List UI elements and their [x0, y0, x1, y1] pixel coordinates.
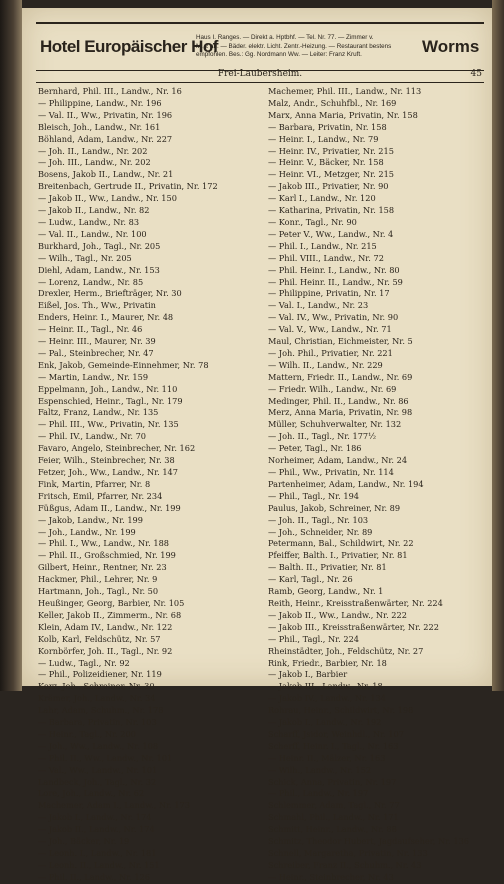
directory-entry: Schmitz, Theodor Hubert, Jagdaufseher, Nr. 136 [268, 836, 469, 847]
directory-entry: — Wilh. II., Landw., Nr. 229 [268, 359, 383, 370]
directory-entry: — Wilh., Landw., Nr. 152 [268, 764, 372, 775]
directory-entry: Petermann, Bal., Schildwirt, Nr. 22 [268, 538, 414, 549]
directory-entry: Bleisch, Joh., Landw., Nr. 161 [38, 121, 161, 132]
directory-entry: — Jakob I., Landw., Nr. 174 [38, 812, 152, 823]
directory-entry: — Phil. II., Großschmied, Nr. 199 [38, 550, 176, 561]
directory-entry: Kolb, Karl, Feldschütz, Nr. 57 [38, 633, 161, 644]
ad-line: empfohlen. Bes.: Gg. Nordmann Ww. — Leiter: Franz Kruft. [196, 51, 362, 59]
directory-entry: — Heinr. II., Mälzer, Nr. 163 [268, 752, 386, 763]
directory-entry: — Friedr. Wilh., Landw., Nr. 69 [268, 383, 397, 394]
directory-entry: Scherff, Heinr. I., Tagl., Nr. 163 [268, 740, 399, 751]
directory-entry: — Phil., Tagl., Nr. 194 [268, 490, 359, 501]
directory-entry: Rink, Friedr., Barbier, Nr. 18 [268, 657, 387, 668]
hotel-advertisement [36, 22, 484, 71]
directory-entry: — Pal., Steinbrecher, Nr. 47 [38, 347, 154, 358]
directory-entry: Paulus, Jakob, Schreiner, Nr. 89 [268, 502, 401, 513]
directory-entry: — Joh., Bäcker, Nr. 19 [38, 836, 130, 847]
directory-entry: — Ludw., Tagl., Nr. 92 [38, 657, 130, 668]
directory-entry: — Heinr. I., Landw., Nr. 79 [268, 133, 379, 144]
directory-entry: Ramb, Georg, Landw., Nr. 1 [268, 586, 384, 597]
directory-entry: Espenschied, Heinr., Tagl., Nr. 179 [38, 395, 183, 406]
directory-entry: Füßgus, Adam II., Landw., Nr. 199 [38, 502, 181, 513]
directory-entry: Eißel, Jos. Th., Ww., Privatin [38, 300, 156, 311]
directory-entry: — Philippine, Landw., Nr. 196 [38, 97, 162, 108]
directory-entry: — Joh. III., Landw., Nr. 202 [38, 157, 151, 168]
directory-entry: Krämer, Joh., Landw., Nr. 34 [38, 693, 156, 704]
directory-entry: Fetzer, Joh., Ww., Landw., Nr. 147 [38, 467, 178, 477]
directory-entry: Pfeiffer, Balth. I., Privatier, Nr. 81 [268, 550, 408, 561]
directory-entry: Schmitt, Heinr., Landw., Nr. 88 [268, 824, 397, 835]
directory-entry: Diehl, Adam, Landw., Nr. 153 [38, 264, 160, 275]
directory-entry: Bernhard, Phil. III., Landw., Nr. 16 [38, 86, 182, 96]
directory-entry: — Phil., Ww., Privatin, Nr. 114 [268, 467, 394, 477]
directory-entry: — Wilh., Tagl., Nr. 205 [38, 252, 132, 263]
directory-entry: — Phil. IV., Landw., Nr. 70 [38, 431, 147, 442]
directory-entry: Maul, Christian, Eichmeister, Nr. 5 [268, 336, 413, 347]
directory-entry: — Philippine, Privatin, Nr. 17 [268, 288, 390, 299]
directory-entry: Müller, Schuhverwalter, Nr. 132 [268, 419, 402, 430]
page-edge [492, 0, 504, 691]
book-spine [0, 0, 22, 691]
directory-entry: — Val. I., Landw., Nr. 23 [268, 300, 369, 311]
directory-entry: Hartmann, Joh., Tagl., Nr. 50 [38, 586, 159, 597]
directory-entry: Lahr, Adam, Schuhm., Nr. 178 [38, 705, 164, 716]
ad-line: Haus I. Ranges. — Direkt a. Hptbhf. — Tel. Nr. 77. — Zimmer v. [196, 34, 374, 42]
directory-entry: — Phil., Polizeidiener, Nr. 119 [38, 669, 162, 680]
ad-details [196, 34, 416, 59]
directory-entry: — Joh. II., Tagl., Nr. 103 [268, 514, 369, 525]
directory-entry: — Karl, Tagl., Nr. 26 [268, 574, 353, 585]
directory-entry: Medinger, Phil. II., Landw., Nr. 86 [268, 395, 409, 406]
directory-entry: — Katharina, Privatin, Nr. 158 [268, 205, 395, 216]
directory-entry: — Jakob IV., Landw., Nr. 134 [268, 693, 386, 704]
directory-entry: Fritsch, Emil, Pfarrer, Nr. 234 [38, 490, 163, 501]
directory-entry: Merz, Anna Maria, Privatin, Nr. 98 [268, 407, 413, 418]
directory-entry: — Barbara, Privatin, Nr. 158 [268, 121, 387, 132]
directory-page [22, 8, 492, 882]
directory-entry: Landbeck, Joh., Tagl., Nr. 32 [38, 776, 157, 787]
directory-entry: — Phil. VIII., Landw., Nr. 72 [268, 252, 384, 263]
directory-entry: — Leonh. II., Landw., Nr. 151 [38, 859, 160, 870]
directory-entry: Drexler, Herm., Briefträger, Nr. 30 [38, 288, 182, 299]
directory-entry: Fink, Martin, Pfarrer, Nr. 8 [38, 478, 151, 489]
directory-entry: Bosens, Jakob II., Landw., Nr. 21 [38, 169, 174, 180]
directory-entry: Partenheimer, Adam, Landw., Nr. 194 [268, 478, 424, 489]
directory-entry: — Peter V., Ww., Landw., Nr. 4 [268, 228, 394, 239]
directory-entry: Rohrau, Heinr., Schildwirt, Nr. 198 [268, 705, 414, 716]
directory-entry: Favaro, Angelo, Steinbrecher, Nr. 162 [38, 443, 196, 454]
directory-entry: Burkhard, Joh., Tagl., Nr. 205 [38, 240, 161, 251]
directory-entry: Machemer, Adam I., Landw., Nr. 173 [38, 800, 190, 811]
directory-entry: Machemer, Phil. III., Landw., Nr. 113 [268, 86, 422, 96]
directory-entry: — Phil., Landw., Nr. 197 [268, 788, 369, 799]
directory-entry: — Lorenz, Landw., Nr. 85 [38, 276, 144, 287]
directory-entry: Böhland, Adam, Landw., Nr. 227 [38, 133, 173, 144]
directory-entry: — Karl I., Landw., Nr. 120 [268, 193, 376, 204]
directory-entry: — Heinr. V., Bäcker, Nr. 158 [268, 157, 384, 168]
section-title: Frei-Laubersheim. [217, 69, 303, 79]
directory-entry: Korz, Joh., Schreiner, Nr. 30 [38, 681, 155, 692]
ad-line: M. 2 an. — Bäder. elektr. Licht. Zentr.-Heizung. — Restaurant bestens [196, 42, 392, 50]
directory-entry: — Phil. I., Landw., Nr. 215 [268, 240, 377, 251]
directory-entry: — Phil. Heinr. I., Landw., Nr. 80 [268, 264, 400, 275]
directory-entry: — Heinr., Steinbrecher, Nr. 43 [268, 871, 394, 882]
directory-entry: Scharff, Jsidor, Weinhdl., Nr. 107 [268, 728, 404, 739]
directory-entry: Norheimer, Adam, Landw., Nr. 24 [268, 455, 408, 466]
directory-entry: — Joh. Phil., Privatier, Nr. 221 [268, 347, 393, 358]
directory-entry: Lore, Joh., Landw., Nr. 62 [38, 788, 145, 799]
directory-entry: — Val., Ww., Landw., Nr. 101 [38, 764, 158, 775]
directory-entry: — Jakob, Landw., Nr. 199 [38, 514, 143, 525]
directory-entry: — Joh. II., Tagl., Nr. 177½ [268, 431, 377, 442]
directory-entry: Mattern, Friedr. II., Landw., Nr. 69 [268, 371, 413, 382]
directory-entry: — Jakob III., Kreisstraßenwärter, Nr. 222 [268, 621, 439, 632]
directory-entry: Marx, Anna Maria, Privatin, Nr. 158 [268, 109, 418, 120]
directory-entry: Malz, Andr., Schuhfbl., Nr. 169 [268, 97, 397, 108]
directory-entry: Breitenbach, Gertrude II., Privatin, Nr. 172 [38, 181, 218, 192]
directory-entry: — Leonh. I., Landw., Nr. 181 [38, 848, 157, 858]
directory-entry: Reith, Heinr., Kreisstraßenwärter, Nr. 224 [268, 597, 443, 608]
directory-entry: — Jakob II., Ww., Landw., Nr. 222 [268, 609, 407, 620]
directory-entry: — Val. II., Ww., Privatin, Nr. 196 [38, 109, 173, 120]
directory-entry: — Martin, Landw., Nr. 159 [38, 371, 149, 382]
directory-entry: — Jakob I., Barbier [268, 669, 348, 680]
directory-entry: — Phil. III., Ww., Privatin, Nr. 135 [38, 419, 179, 430]
directory-entry: — Phil. II., Ww., Landw., Nr. 101 [38, 752, 173, 763]
directory-entry: Feier, Wilh., Steinbrecher, Nr. 38 [38, 455, 175, 466]
directory-entry: — Jakob I., Landw., Nr. 192 [268, 717, 382, 728]
ad-city: Worms [422, 37, 480, 56]
directory-entry: Schick, Anna, Privatin, Nr. 197 [268, 776, 397, 787]
directory-entry: — Heinr., Tagl., Nr. 200 [38, 728, 136, 739]
directory-entry: Schmahl, Phil., Landw., Nr. 171 [268, 812, 399, 823]
directory-entry: — Ludw., Landw., Nr. 83 [38, 216, 140, 227]
directory-entry: Eppelmann, Joh., Landw., Nr. 110 [38, 383, 178, 394]
directory-entry: Gilbert, Heinr., Rentner, Nr. 23 [38, 562, 167, 573]
directory-entry: — Heinr. II., Tagl., Nr. 46 [38, 324, 143, 335]
directory-entry: — Phil. II., Landw., Nr. 126 [38, 871, 150, 882]
directory-entry: — Heinr. VI., Metzger, Nr. 215 [268, 169, 394, 180]
directory-entry: — Heinr. IV., Privatier, Nr. 215 [268, 145, 394, 156]
directory-entry: — Balth. II., Privatier, Nr. 81 [268, 562, 387, 573]
directory-entry: Enders, Heinr. I., Maurer, Nr. 48 [38, 312, 174, 323]
directory-entry: Faltz, Franz, Landw., Nr. 135 [38, 407, 159, 418]
ad-hotel-name: Hotel Europäischer Hof [40, 37, 218, 56]
directory-entry: Klein, Adam IV., Landw., Nr. 122 [38, 621, 173, 632]
directory-entry: — Val. V., Ww., Landw., Nr. 71 [268, 324, 392, 335]
directory-entry: — Joh., Ww., Landw., Nr. 108 [38, 740, 159, 751]
page-number: 45 [470, 69, 482, 79]
left-column [38, 86, 252, 884]
directory-entry: Schlemmer, Adam, Tagl., Nr. 77 [268, 800, 400, 811]
directory-entry: — Joh., Schneider, Nr. 89 [268, 526, 373, 537]
directory-entry: — Phil. Heinr. II., Landw., Nr. 59 [268, 276, 403, 287]
directory-entry: Keller, Jakob II., Zimmerm., Nr. 68 [38, 609, 182, 620]
directory-entry: Heußinger, Georg, Barbier, Nr. 105 [38, 597, 185, 608]
directory-entry: Rheinstädter, Joh., Feldschütz, Nr. 27 [268, 645, 424, 656]
running-head [36, 69, 484, 83]
directory-entry: Kornbörfer, Joh. II., Tagl., Nr. 92 [38, 645, 173, 656]
directory-entry: — Phil., Tagl., Nr. 224 [268, 633, 359, 644]
directory-entry: — Jakob II., Landw., Nr. 174 [38, 824, 155, 835]
directory-entry: — Val. II., Landw., Nr. 100 [38, 228, 147, 239]
directory-entry: — Jakob III., Privatier, Nr. 90 [268, 181, 389, 192]
directory-entry: Hackmer, Phil., Lehrer, Nr. 9 [38, 574, 158, 585]
directory-entry: — Joh., Landw., Nr. 199 [38, 526, 136, 537]
directory-entry: — Val. IV., Ww., Privatin, Nr. 90 [268, 312, 399, 323]
directory-entry: — Phil. I., Ww., Landw., Nr. 188 [38, 538, 169, 549]
directory-entry: — Peter, Tagl., Nr. 186 [268, 443, 362, 454]
right-column [268, 86, 482, 884]
directory-entry: — Konr., Tagl., Nr. 90 [268, 216, 357, 227]
directory-entry: — Jakob II., Ww., Landw., Nr. 150 [38, 193, 177, 204]
directory-entry: — Joh. II., Landw., Nr. 202 [38, 145, 148, 156]
directory-entry: — Heinr. III., Maurer, Nr. 39 [38, 336, 156, 347]
directory-entry: — Jakob II., Landw., Nr. 82 [38, 205, 150, 216]
directory-entry: Enk, Jakob, Gemeinde-Einnehmer, Nr. 78 [38, 359, 209, 370]
directory-entry: — Barbara, Privatin, Nr. 103 [38, 717, 157, 728]
directory-entry: Schnell, Margaretha, Privatin, Nr. 133 [268, 848, 428, 858]
directory-entry: Schreiber, Franz II., Schuhm., Nr. 43 [268, 859, 422, 870]
directory-entry: — Jakob III., Landw., Nr. 18 [268, 681, 383, 692]
